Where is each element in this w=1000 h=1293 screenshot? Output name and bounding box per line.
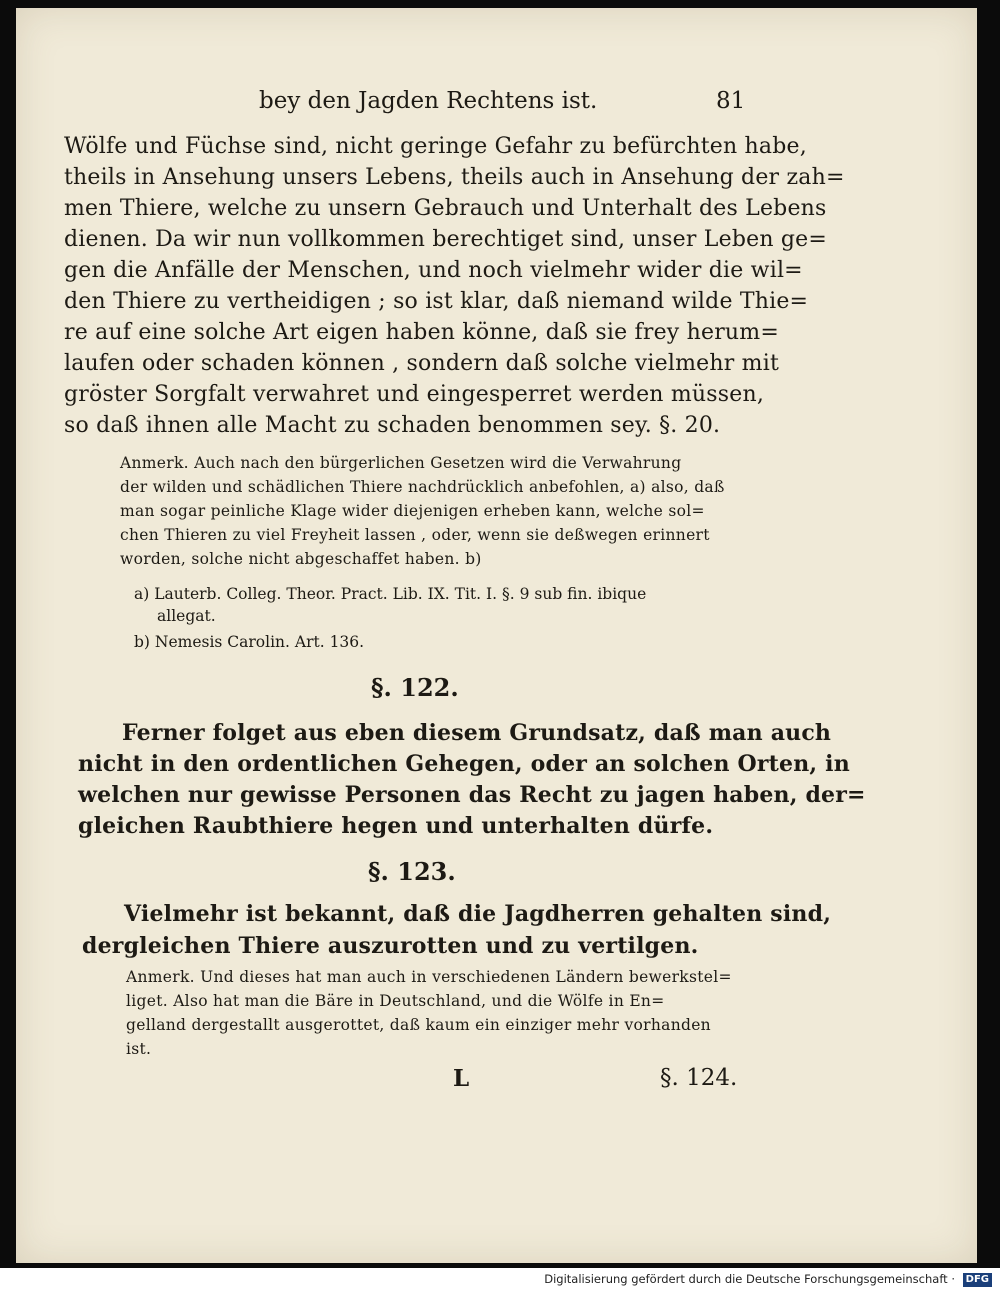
text-line: nicht in den ordentlichen Gehegen, oder an solchen Orten, in	[78, 751, 850, 777]
footnote-b: b) Nemesis Carolin. Art. 136.	[134, 633, 365, 651]
text-line: theils in Ansehung unsers Lebens, theils auch in Ansehung der zah=	[64, 165, 845, 190]
signature-mark: L	[453, 1065, 470, 1092]
page-number: 81	[716, 88, 746, 114]
book-page	[16, 8, 977, 1263]
text-line: laufen oder schaden können , sondern daß solche vielmehr mit	[64, 351, 780, 376]
funding-credit-text: Digitalisierung gefördert durch die Deutsche Forschungsgemeinschaft	[544, 1272, 948, 1286]
text-line: gleichen Raubthiere hegen und unterhalten dürfe.	[78, 813, 714, 839]
annotation-line: Anmerk. Und dieses hat man auch in verschiedenen Ländern bewerkstel=	[126, 968, 732, 986]
text-line: re auf eine solche Art eigen haben könne, daß sie frey herum=	[64, 320, 779, 345]
text-line: so daß ihnen alle Macht zu schaden benommen sey. §. 20.	[64, 413, 721, 438]
footnote-a-continued: allegat.	[157, 607, 216, 625]
text-line: dienen. Da wir nun vollkommen berechtiget sind, unser Leben ge=	[64, 227, 828, 252]
text-line: Vielmehr ist bekannt, daß die Jagdherren gehalten sind,	[124, 901, 832, 927]
annotation-line: gelland dergestallt ausgerottet, daß kaum ein einziger mehr vorhanden	[126, 1016, 711, 1034]
footnote-a: a) Lauterb. Colleg. Theor. Pract. Lib. IX. Tit. I. §. 9 sub fin. ibique	[134, 585, 647, 603]
dfg-logo: DFG	[963, 1273, 992, 1287]
text-line: dergleichen Thiere auszurotten und zu vertilgen.	[82, 933, 699, 959]
text-line: Wölfe und Füchse sind, nicht geringe Gefahr zu befürchten habe,	[64, 134, 807, 159]
annotation-line: ist.	[126, 1040, 152, 1058]
annotation-line: worden, solche nicht abgeschaffet haben. b)	[120, 550, 482, 568]
annotation-line: liget. Also hat man die Bäre in Deutschland, und die Wölfe in En=	[126, 992, 665, 1010]
section-heading-122: §. 122.	[371, 673, 459, 702]
text-line: men Thiere, welche zu unsern Gebrauch und Unterhalt des Lebens	[64, 196, 827, 221]
funding-credit: Digitalisierung gefördert durch die Deutsche Forschungsgemeinschaft · DFG	[544, 1272, 992, 1287]
catchword: §. 124.	[660, 1065, 738, 1091]
text-line: welchen nur gewisse Personen das Recht zu jagen haben, der=	[78, 782, 866, 808]
annotation-line: man sogar peinliche Klage wider diejenigen erheben kann, welche sol=	[120, 502, 705, 520]
annotation-line: Anmerk. Auch nach den bürgerlichen Gesetzen wird die Verwahrung	[120, 454, 682, 472]
digitization-footer	[0, 1268, 1000, 1293]
annotation-line: der wilden und schädlichen Thiere nachdrücklich anbefohlen, a) also, daß	[120, 478, 725, 496]
running-title: bey den Jagden Rechtens ist.	[259, 88, 598, 114]
text-line: gen die Anfälle der Menschen, und noch vielmehr wider die wil=	[64, 258, 803, 283]
text-line: Ferner folget aus eben diesem Grundsatz, daß man auch	[122, 720, 832, 746]
annotation-line: chen Thieren zu viel Freyheit lassen , oder, wenn sie deßwegen erinnert	[120, 526, 710, 544]
text-line: den Thiere zu vertheidigen ; so ist klar, daß niemand wilde Thie=	[64, 289, 809, 314]
text-line: gröster Sorgfalt verwahret und eingesperret werden müssen,	[64, 382, 765, 407]
section-heading-123: §. 123.	[368, 857, 456, 886]
